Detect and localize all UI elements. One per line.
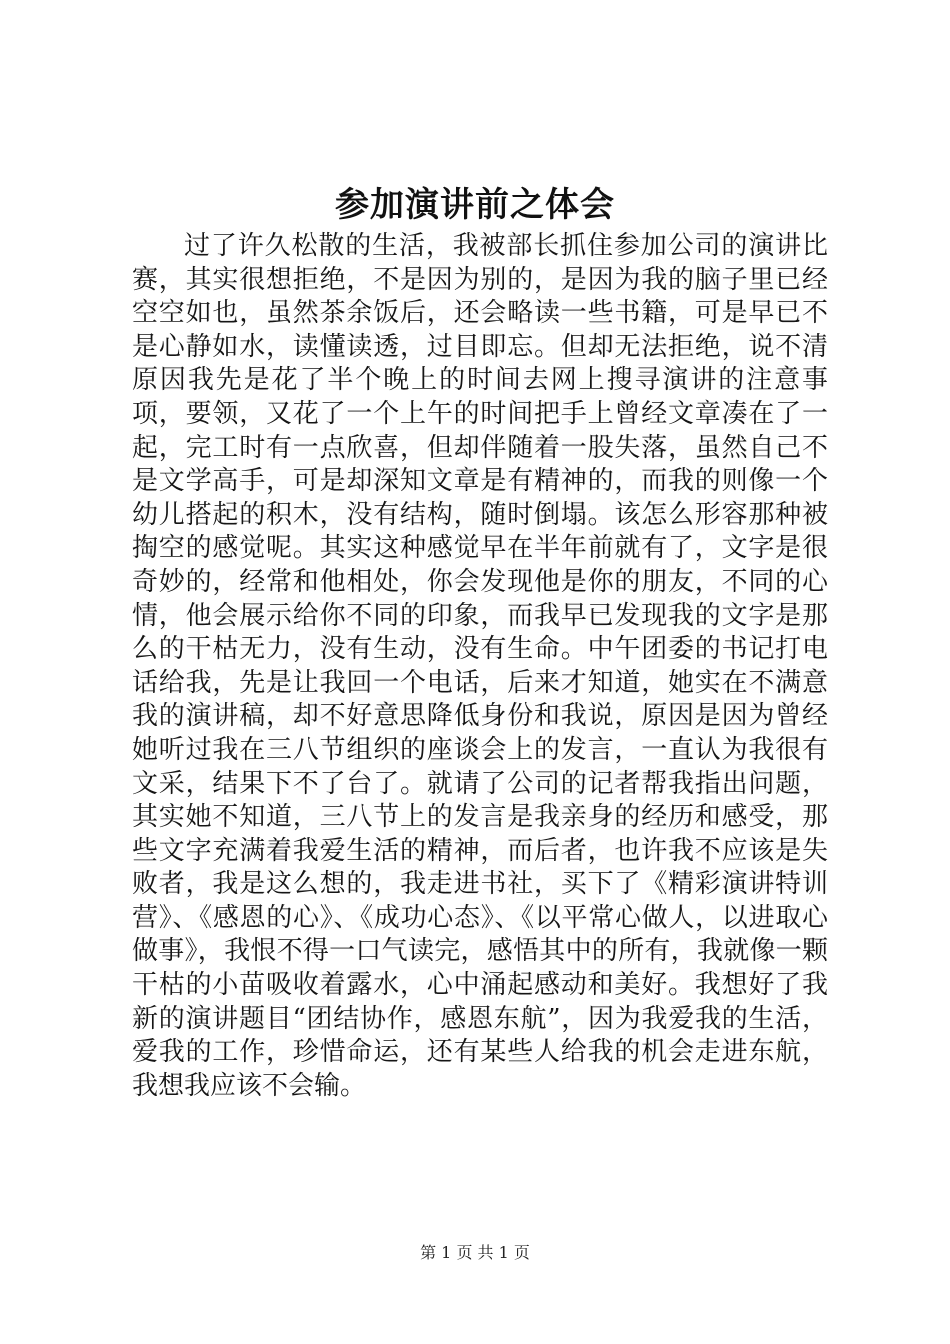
page-number-footer: 第 1 页 共 1 页 <box>420 1243 530 1262</box>
document-title: 参加演讲前之体会 <box>335 185 615 225</box>
document-body-paragraph: 过了许久松散的生活，我被部长抓住参加公司的演讲比赛，其实很想拒绝，不是因为别的，是因为我的脑子里已经空空如也，虽然茶余饭后，还会略读一些书籍，可是早已不是心静如水，读懂读透，过目即忘。但却无法拒绝，说不清原因我先是花了半个晚上的时间去网上搜寻演讲的注意事项，要领，又花了一个上午的时间把手上曾经文章凑在了一起，完工时有一点欣喜，但却伴随着一股失落，虽然自己不是文学高手，可是却深知文章是有精神的，而我的则像一个幼儿搭起的积木，没有结构，随时倒塌。该怎么形容那种被掏空的感觉呢。其实这种感觉早在半年前就有了，文字是很奇妙的，经常和他相处，你会发现他是你的朋友，不同的心情，他会展示给你不同的印象，而我早已发现我的文字是那么的干枯无力，没有生动，没有生命。中午团委的书记打电话给我，先是让我回一个电话，后来才知道，她实在不满意我的演讲稿，却不好意思降低身份和我说，原因是因为曾经她听过我在三八节组织的座谈会上的发言，一直认为我很有文采，结果下不了台了。就请了公司的记者帮我指出问题，其实她不知道，三八节上的发言是我亲身的经历和感受，那些文字充满着我爱生活的精神，而后者，也许我不应该是失败者，我是这么想的，我走进书社，买下了《精彩演讲特训营》、《感恩的心》、《成功心态》、《以平常心做人，以进取心做事》，我恨不得一口气读完，感悟其中的所有，我就像一颗干枯的小苗吸收着露水，心中涌起感动和美好。我想好了我新的演讲题目“团结协作，感恩东航”，因为我爱我的生活，爱我的工作，珍惜命运，还有某些人给我的机会走进东航，我想我应该不会输。 <box>132 231 828 1101</box>
